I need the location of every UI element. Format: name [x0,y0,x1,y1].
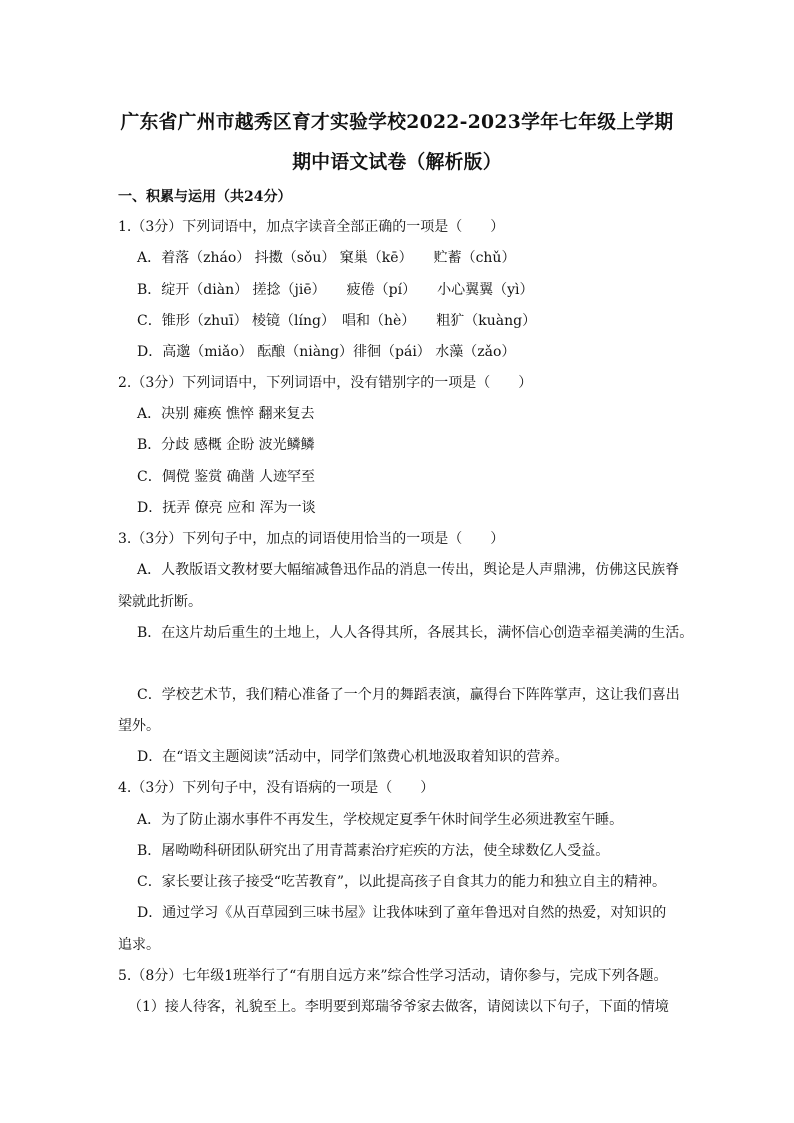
question-3-option-a: A．人教版语文教材要大幅缩减鲁迅作品的消息一传出，舆论是人声鼎沸，仿佛这民族脊 [137,562,680,578]
question-5-subquestion-1: （1）接人待客，礼貌至上。李明要到郑瑞爷爷家去做客，请阅读以下句子，下面的情境 [128,999,669,1015]
question-1-option-d: D．高邈（miǎo） 酝酿（niàng）徘徊（pái） 水藻（zǎo） [137,344,516,360]
question-2-option-c: C．倜傥 鉴赏 确凿 人迹罕至 [137,469,316,485]
question-2-option-a: A．决别 瘫痪 憔悴 翻来复去 [137,406,315,422]
page-title-line-1: 广东省广州市越秀区育才实验学校2022-2023学年七年级上学期 [120,111,674,133]
question-2-stem: 2.（3分）下列词语中，下列词语中，没有错别字的一项是（ ） [118,375,533,391]
question-4-option-c: C．家长要让孩子接受“吃苦教育”，以此提高孩子自食其力的能力和独立自主的精神。 [137,874,667,890]
question-1-option-b: B．绽开（diàn） 搓捻（jiē） 疲倦（pí） 小心翼翼（yì） [137,282,534,298]
section-heading: 一、积累与运用（共24分） [118,189,292,205]
question-5-stem: 5.（8分）七年级1班举行了“有朋自远方来”综合性学习活动，请你参与，完成下列各题。 [118,968,668,984]
question-4-option-a: A．为了防止溺水事件不再发生，学校规定夏季午休时间学生必须进教室午睡。 [137,812,624,828]
question-3-option-c: C．学校艺术节，我们精心准备了一个月的舞蹈表演，赢得台下阵阵掌声，这让我们喜出 [137,687,680,703]
question-4-stem: 4.（3分）下列句子中，没有语病的一项是（ ） [118,780,435,796]
question-2-option-d: D．抚弄 僚亮 应和 浑为一谈 [137,500,316,516]
page-title-line-2: 期中语文试卷（解析版） [292,151,502,173]
question-1-option-c: C．锥形（zhuī） 棱镜（líng） 唱和（hè） 粗犷（kuàng） [137,313,537,329]
question-3-option-b: B．在这片劫后重生的土地上，人人各得其所，各展其长，满怀信心创造幸福美满的生活。 [137,625,694,641]
question-3-option-a-continued: 梁就此折断。 [118,594,202,610]
question-3-option-c-continued: 望外。 [118,718,160,734]
question-4-option-d: D．通过学习《从百草园到三味书屋》让我体味到了童年鲁迅对自然的热爱，对知识的 [137,905,667,921]
question-1-stem: 1.（3分）下列词语中，加点字读音全部正确的一项是（ ） [118,219,505,235]
question-4-option-b: B．屠呦呦科研团队研究出了用青蒿素治疗疟疾的方法，使全球数亿人受益。 [137,843,610,859]
question-1-option-a: A．着落（zháo） 抖擞（sǒu） 窠巢（kē） 贮蓄（chǔ） [137,250,516,266]
question-4-option-d-continued: 追求。 [118,937,160,953]
question-3-option-d: D．在“语文主题阅读”活动中，同学们煞费心机地汲取着知识的营养。 [137,749,569,765]
question-2-option-b: B．分歧 感概 企盼 波光鳞鳞 [137,437,315,453]
question-3-stem: 3.（3分）下列句子中，加点的词语使用恰当的一项是（ ） [118,531,505,547]
